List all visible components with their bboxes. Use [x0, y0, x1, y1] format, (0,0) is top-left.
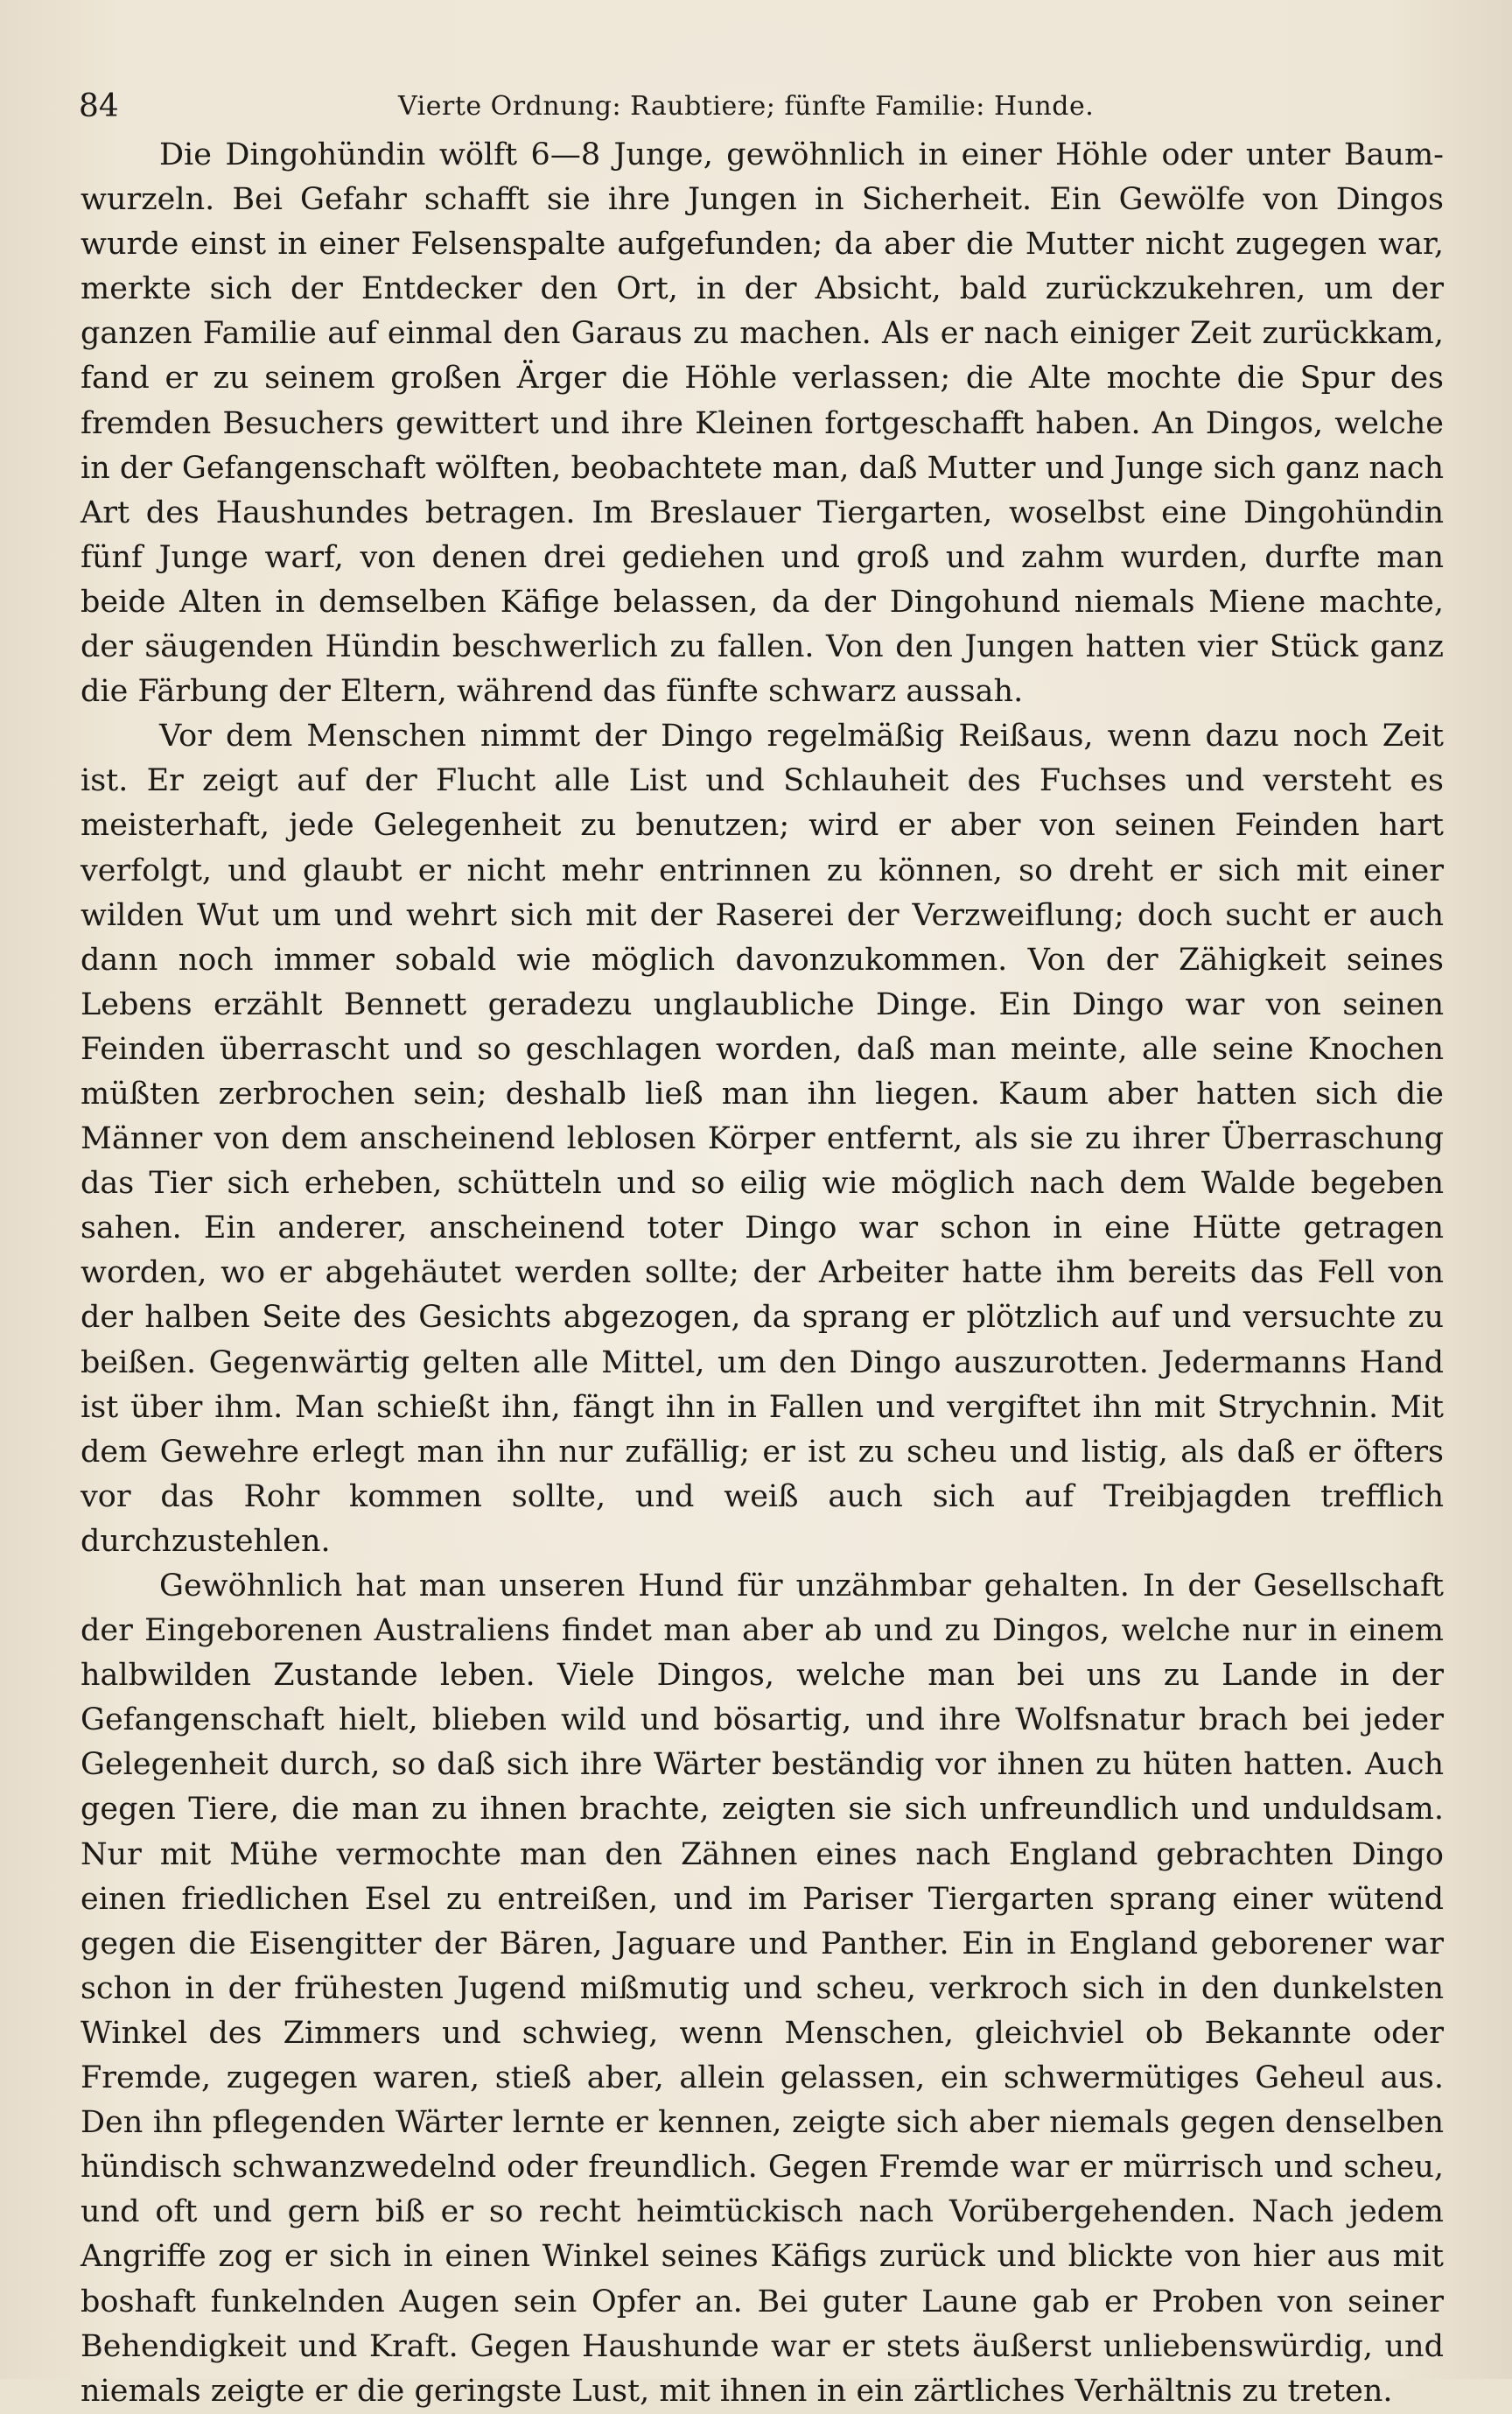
paragraph-dingo-captivity: Gewöhnlich hat man unseren Hund für unzähmbar gehalten. In der Gesellschaft der Eingeborenen Australiens findet man aber ab und zu Dingos, welche nur in einem halbwilden Zustande leben. Viele Dingos, welche man bei uns zu Lande in der Gefangenschaft hielt, blieben wild und bösartig, und ihre Wolfsnatur brach bei jeder Gelegenheit durch, so daß sich ihre Wärter beständig vor ihnen zu hüten hatten. Auch gegen Tiere, die man zu ihnen brachte, zeigten sie sich unfreundlich und unduldsam. Nur mit Mühe vermochte man den Zähnen eines nach England gebrachten Dingo einen friedlichen Esel zu entreißen, und im Pariser Tiergarten sprang einer wütend gegen die Eisengitter der Bären, Jaguare und Panther. Ein in England geborener war schon in der frühesten Jugend mißmutig und scheu, verkroch sich in den dunkelsten Winkel des Zimmers und schwieg, wenn Menschen, gleichviel ob Bekannte oder Fremde, zugegen waren, stieß aber, allein gelassen, ein schwermütiges Geheul aus. Den ihn pflegenden Wärter lernte er kennen, zeigte sich aber niemals gegen denselben hündisch schwanzwedelnd oder freundlich. Gegen Fremde war er mürrisch und scheu, und oft und gern biß er so recht heimtückisch nach Vorübergehenden. Nach jedem Angriffe zog er sich in einen Winkel seines Käfigs zurück und blickte von hier aus mit boshaft funkelnden Augen sein Opfer an. Bei guter Laune gab er Proben von seiner Behendigkeit und Kraft. Gegen Haushunde war er stets äußerst unliebenswürdig, und niemals zeigte er die geringste Lust, mit ihnen in ein zärtliches Verhältnis zu treten.: [80, 1568, 1444, 2409]
page-number: 84: [79, 88, 119, 124]
page-header: [0, 81, 1512, 133]
running-head: Vierte Ordnung: Raubtiere; fünfte Familie: Hunde.: [398, 91, 1095, 122]
paragraph-dingo-flight: Vor dem Menschen nimmt der Dingo regelmäßig Reißaus, wenn dazu noch Zeit ist. Er zeigt auf der Flucht alle List und Schlauheit des Fuchses und versteht es meisterhaft, jede Gelegenheit zu benutzen; wird er aber von seinen Feinden hart verfolgt, und glaubt er nicht mehr entrinnen zu können, so dreht er sich mit einer wilden Wut um und wehrt sich mit der Raserei der Verzweiflung; doch sucht er auch dann noch immer sobald wie möglich davonzukommen. Von der Zähigkeit seines Lebens erzählt Bennett geradezu unglaubliche Dinge. Ein Dingo war von seinen Feinden überrascht und so geschlagen worden, daß man meinte, alle seine Knochen müßten zerbrochen sein; deshalb ließ man ihn liegen. Kaum aber hatten sich die Männer von dem anscheinend leblosen Körper entfernt, als sie zu ihrer Überraschung das Tier sich erheben, schütteln und so eilig wie möglich nach dem Walde begeben sahen. Ein anderer, anscheinend toter Dingo war schon in eine Hütte getragen worden, wo er abgehäutet werden sollte; der Arbeiter hatte ihm bereits das Fell von der halben Seite des Gesichts abgezogen, da sprang er plötzlich auf und versuchte zu beißen. Gegenwärtig gelten alle Mittel, um den Dingo auszurotten. Jedermanns Hand ist über ihm. Man schießt ihn, fängt ihn in Fallen und vergiftet ihn mit Strychnin. Mit dem Gewehre erlegt man ihn nur zufällig; er ist zu scheu und listig, als daß er öfters vor das Rohr kommen sollte, und weiß auch sich auf Treibjagden trefflich durchzustehlen.: [80, 719, 1444, 1559]
body-text: [80, 133, 1444, 2414]
paragraph-dingo-litter: Die Dingohündin wölft 6—8 Junge, gewöhnlich in einer Höhle oder unter Baumwurzeln. Bei Gefahr schafft sie ihre Jungen in Sicherheit. Ein Gewölfe von Dingos wurde einst in einer Felsenspalte aufgefunden; da aber die Mutter nicht zugegen war, merkte sich der Entdecker den Ort, in der Absicht, bald zurückzukehren, um der ganzen Familie auf einmal den Garaus zu machen. Als er nach einiger Zeit zurückkam, fand er zu seinem großen Ärger die Höhle verlassen; die Alte mochte die Spur des fremden Besuchers gewittert und ihre Kleinen fortgeschafft haben. An Dingos, welche in der Gefangenschaft wölften, beobachtete man, daß Mutter und Junge sich ganz nach Art des Haushundes betragen. Im Breslauer Tiergarten, woselbst eine Dingohündin fünf Junge warf, von denen drei gediehen und groß und zahm wurden, durfte man beide Alten in demselben Käfige belassen, da der Dingohund niemals Miene machte, der säugenden Hündin beschwerlich zu fallen. Von den Jungen hatten vier Stück ganz die Färbung der Eltern, während das fünfte schwarz aussah.: [80, 137, 1444, 710]
